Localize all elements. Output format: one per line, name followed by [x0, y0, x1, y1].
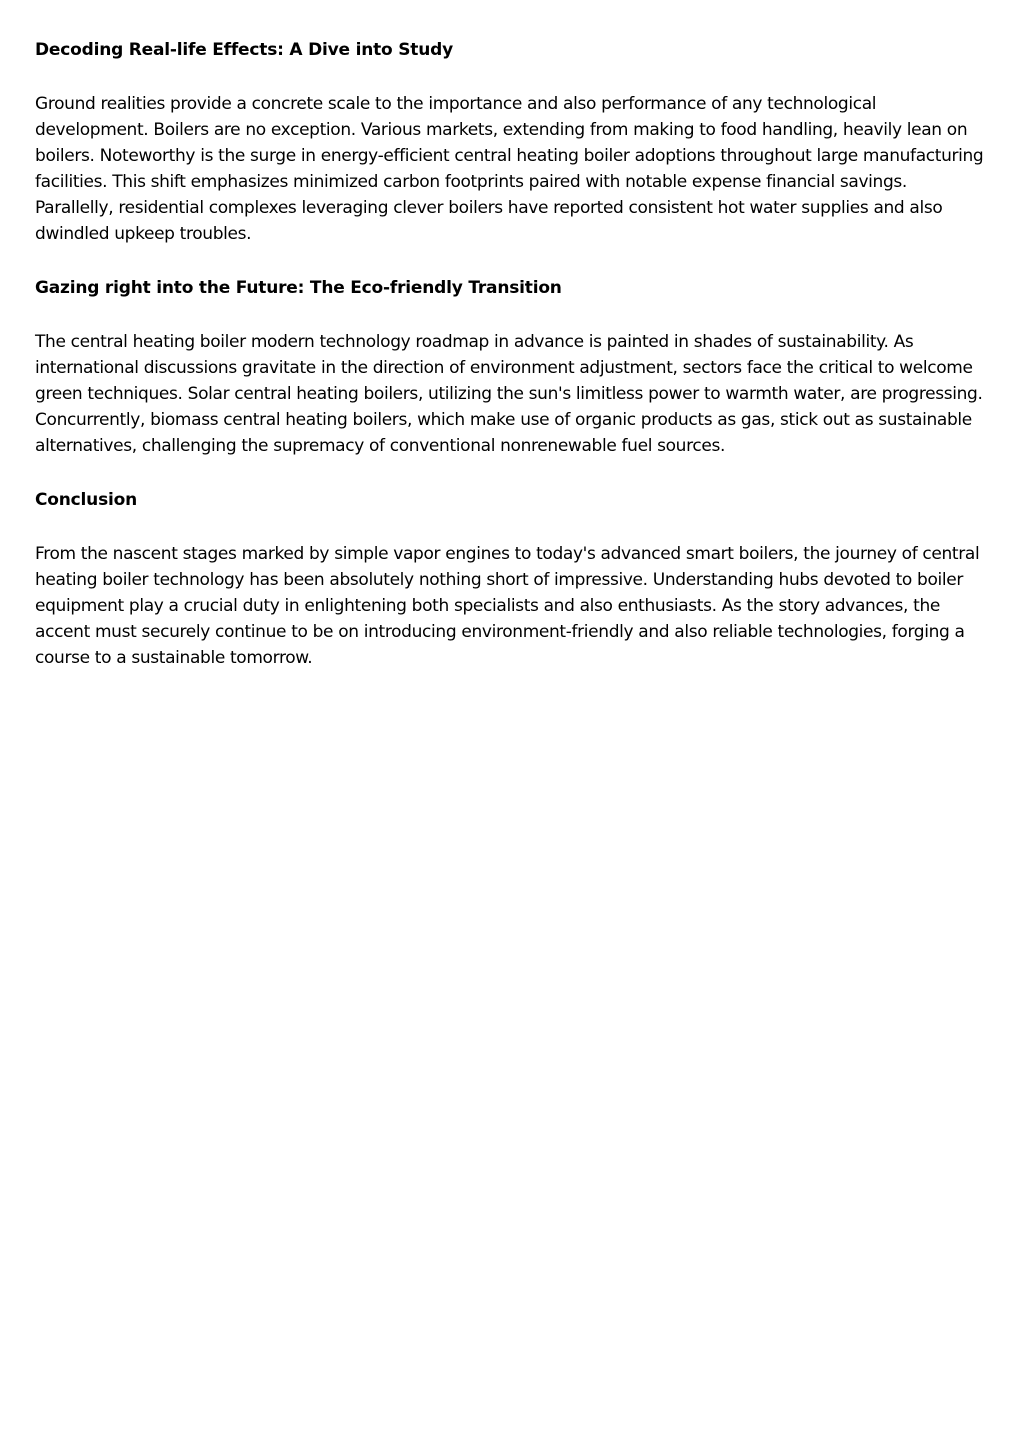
section-conclusion — [35, 487, 990, 671]
section-heading: Gazing right into the Future: The Eco-friendly Transition — [35, 278, 562, 298]
section-heading: Decoding Real-life Effects: A Dive into Study — [35, 40, 453, 60]
section-heading: Conclusion — [35, 490, 137, 510]
section-paragraph: From the nascent stages marked by simple vapor engines to today's advanced smart boilers, the journey of central heating boiler technology has been absolutely nothing short of impressive. Understanding hubs devoted to boiler equipment play a crucial duty in enlightening both specialists and also enthusiasts. As the story advances, the accent must securely continue to be on introducing environment-friendly and also reliable technologies, forging a course to a sustainable tomorrow. — [35, 544, 980, 668]
section-future-transition — [35, 275, 990, 459]
section-real-life-effects — [35, 37, 990, 247]
section-paragraph: Ground realities provide a concrete scale to the importance and also performance of any technological development. Boilers are no exception. Various markets, extending from making to food handling, heavily lean on boilers. Noteworthy is the surge in energy-efficient central heating boiler adoptions throughout large manufacturing facilities. This shift emphasizes minimized carbon footprints paired with notable expense financial savings. Parallelly, residential complexes leveraging clever boilers have reported consistent hot water supplies and also dwindled upkeep troubles. — [35, 94, 984, 244]
section-paragraph: The central heating boiler modern technology roadmap in advance is painted in shades of sustainability. As international discussions gravitate in the direction of environment adjustment, sectors face the critical to welcome green techniques. Solar central heating boilers, utilizing the sun's limitless power to warmth water, are progressing. Concurrently, biomass central heating boilers, which make use of organic products as gas, stick out as sustainable alternatives, challenging the supremacy of conventional nonrenewable fuel sources. — [35, 332, 983, 456]
